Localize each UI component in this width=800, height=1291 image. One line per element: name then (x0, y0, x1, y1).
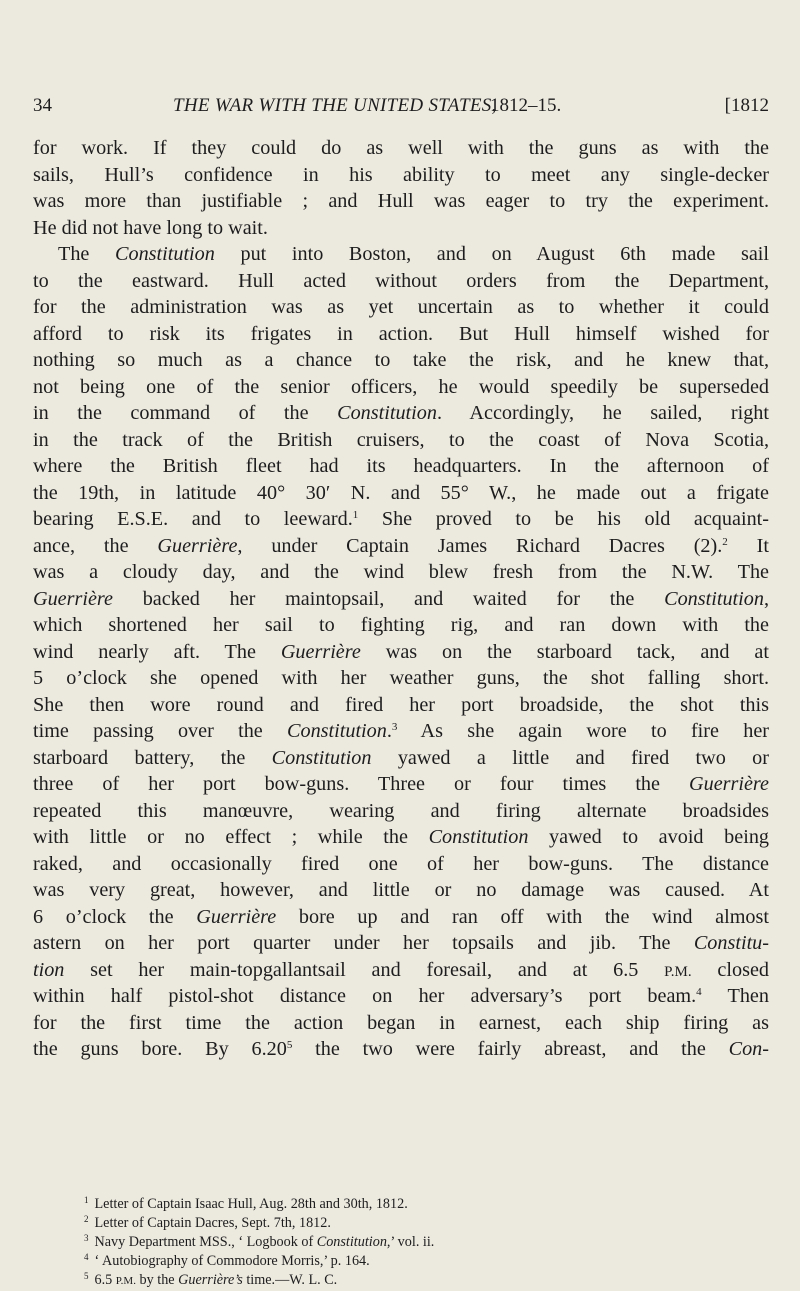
text-line: in the command of the Constitution. Accordingly, he sailed, right (33, 402, 769, 424)
running-dates: 1812–15. (490, 95, 562, 116)
footnote: $^4$ ‘ Autobiography of Commodore Morris,’ p. 164. (84, 1252, 370, 1269)
footnote-ref: 3 (391, 721, 398, 733)
text-line: afford to risk its frigates in action. But Hull himself wished for (33, 322, 769, 345)
running-year: [1812 (724, 95, 769, 116)
text-line: for work. If they could do as well with the guns as with the (33, 137, 769, 159)
text-line: the guns bore. By 6.20$^5$ the two were fairly abreast, and the Con- (33, 1038, 769, 1060)
text-line: The Constitution put into Boston, and on August 6th made sail (58, 243, 769, 265)
text-line: She then wore round and fired her port broadside, the shot this (33, 693, 769, 716)
footnote-ref: 2 (722, 535, 728, 548)
footnote: $^2$ Letter of Captain Dacres, Sept. 7th, 1812. (84, 1214, 331, 1231)
footnotes (84, 1195, 724, 1290)
text-line: to the eastward. Hull acted without orders from the Department, (33, 269, 769, 292)
text-line: where the British fleet had its headquarters. In the afternoon of (33, 455, 769, 477)
text-line: starboard battery, the Constitution yawed a little and fired two or (33, 746, 769, 769)
footnote: $^3$ Navy Department MSS., ‘ Logbook of Constitution,’ vol. ii. (84, 1233, 435, 1250)
text-line: astern on her port quarter under her topsails and jib. The Constitu- (33, 932, 769, 954)
text-line: in the track of the British cruisers, to the coast of Nova Scotia, (33, 428, 769, 451)
text-line: for the first time the action began in earnest, each ship firing as (33, 1011, 769, 1034)
text-line: Guerrière backed her maintopsail, and waited for the Constitution, (33, 587, 769, 610)
text-line: bearing E.S.E. and to leeward.$^1$ She proved to be his old acquaint- (33, 508, 769, 530)
page-number: 34 (33, 95, 52, 116)
footnote: $^1$ Letter of Captain Isaac Hull, Aug. 28th and 30th, 1812. (84, 1195, 408, 1212)
footnote-ref: 5 (286, 1039, 293, 1051)
text-line: sails, Hull’s confidence in his ability to meet any single-decker (33, 163, 769, 186)
text-line: was very great, however, and little or no damage was caused. At (33, 879, 769, 901)
text-line: tion set her main-topgallantsail and foresail, and at 6.5 P.M. closed (33, 958, 770, 981)
text-line: raked, and occasionally fired one of her bow-guns. The distance (33, 852, 769, 875)
text-line: which shortened her sail to fighting rig, and ran down with the (33, 614, 769, 636)
text-line: was more than justifiable ; and Hull was eager to try the experiment. (33, 190, 769, 212)
text-line: time passing over the Constitution.$^3$ As she again wore to fire her (33, 720, 770, 742)
text-line: three of her port bow-guns. Three or four times the Guerrière (33, 773, 769, 795)
text-line: with little or no effect ; while the Constitution yawed to avoid being (33, 826, 770, 848)
footnote-ref: 1 (352, 509, 359, 521)
running-header (33, 93, 769, 119)
text-line: 6 o’clock the Guerrière bore up and ran off with the wind almost (33, 905, 769, 928)
text-line: 5 o’clock she opened with her weather guns, the shot falling short. (33, 667, 769, 689)
text-line: was a cloudy day, and the wind blew fresh from the N.W. The (33, 561, 769, 583)
text-line: nothing so much as a chance to take the risk, and he knew that, (33, 349, 769, 371)
text-line: He did not have long to wait. (33, 216, 268, 239)
footnote: $^5$ 6.5 P.M. by the Guerrière’s time.—W. L. C. (84, 1271, 338, 1288)
text-line: for the administration was as yet uncertain as to whether it could (33, 296, 769, 318)
footnote-ref: 4 (696, 986, 702, 998)
text-line: not being one of the senior officers, he would speedily be superseded (33, 375, 769, 398)
text-line: the 19th, in latitude 40° 30′ N. and 55° W., he made out a frigate (33, 481, 769, 504)
running-title: THE WAR WITH THE UNITED STATES, (173, 95, 497, 116)
text-line: ance, the Guerrière, under Captain James Richard Dacres (2).$^2$ It (33, 534, 769, 557)
text-line: wind nearly aft. The Guerrière was on the starboard tack, and at (33, 640, 769, 663)
text-line: within half pistol-shot distance on her adversary’s port beam.$^4$ Then (33, 985, 769, 1007)
text-line: repeated this manœuvre, wearing and firing alternate broadsides (33, 799, 769, 822)
body-text (33, 135, 769, 1063)
